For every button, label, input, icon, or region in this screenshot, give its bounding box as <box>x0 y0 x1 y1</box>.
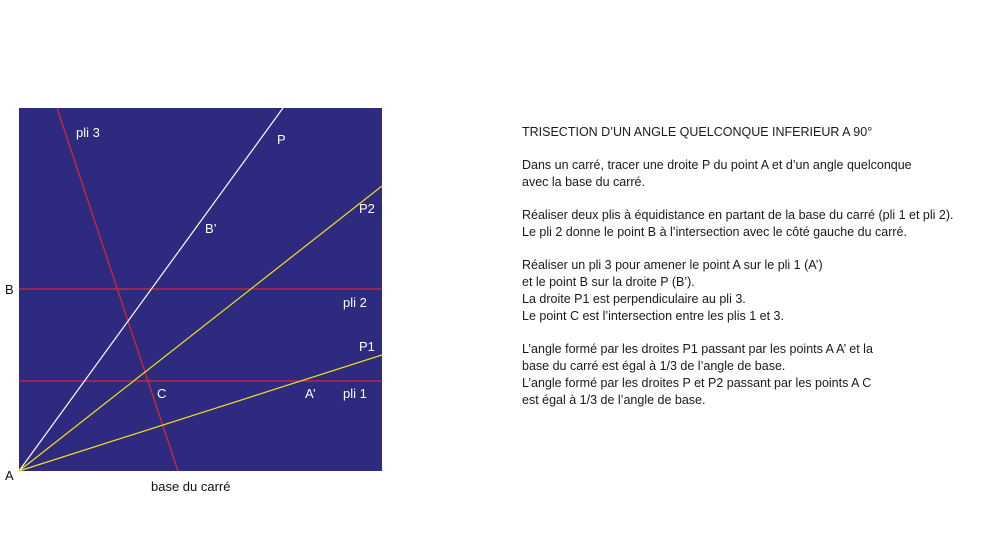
title-text: TRISECTION D’UN ANGLE QUELCONQUE INFERIEUR A 90° <box>522 125 873 139</box>
label-c: C <box>157 386 167 401</box>
label-a: A <box>5 468 14 483</box>
paragraph-3 <box>522 257 992 325</box>
paragraph-line: L’angle formé par les droites P1 passant par les points A A’ et la <box>522 342 873 356</box>
paragraph-line: Réaliser un pli 3 pour amener le point A sur le pli 1 (A’) <box>522 258 823 272</box>
label-pli-2: pli 2 <box>343 295 367 310</box>
paragraph-4 <box>522 341 992 409</box>
paragraph-line: Le point C est l’intersection entre les plis 1 et 3. <box>522 309 784 323</box>
paragraph-line: L’angle formé par les droites P et P2 passant par les points A C <box>522 376 872 390</box>
paragraph-line: Dans un carré, tracer une droite P du point A et d’un angle quelconque <box>522 158 912 172</box>
label-p: P <box>277 132 286 147</box>
label-pli-1: pli 1 <box>343 386 367 401</box>
paragraph-line: avec la base du carré. <box>522 175 645 189</box>
label-base-du-carre: base du carré <box>151 479 231 494</box>
label-a-prime: A’ <box>305 386 316 401</box>
label-p2: P2 <box>359 201 375 216</box>
instructions-panel <box>522 124 992 425</box>
paragraph-line: et le point B sur la droite P (B’). <box>522 275 695 289</box>
label-b-prime: B’ <box>205 221 217 236</box>
paragraph-line: Réaliser deux plis à équidistance en partant de la base du carré (pli 1 et pli 2). <box>522 208 954 222</box>
paragraph-line: est égal à 1/3 de l’angle de base. <box>522 393 706 407</box>
label-p1: P1 <box>359 339 375 354</box>
paragraph-1 <box>522 157 992 191</box>
paragraph-line: Le pli 2 donne le point B à l’intersection avec le côté gauche du carré. <box>522 225 907 239</box>
label-b: B <box>5 282 14 297</box>
instructions-title <box>522 124 992 141</box>
paragraph-line: base du carré est égal à 1/3 de l’angle de base. <box>522 359 786 373</box>
paragraph-line: La droite P1 est perpendiculaire au pli 3. <box>522 292 746 306</box>
paragraph-2 <box>522 207 992 241</box>
label-pli-3: pli 3 <box>76 125 100 140</box>
